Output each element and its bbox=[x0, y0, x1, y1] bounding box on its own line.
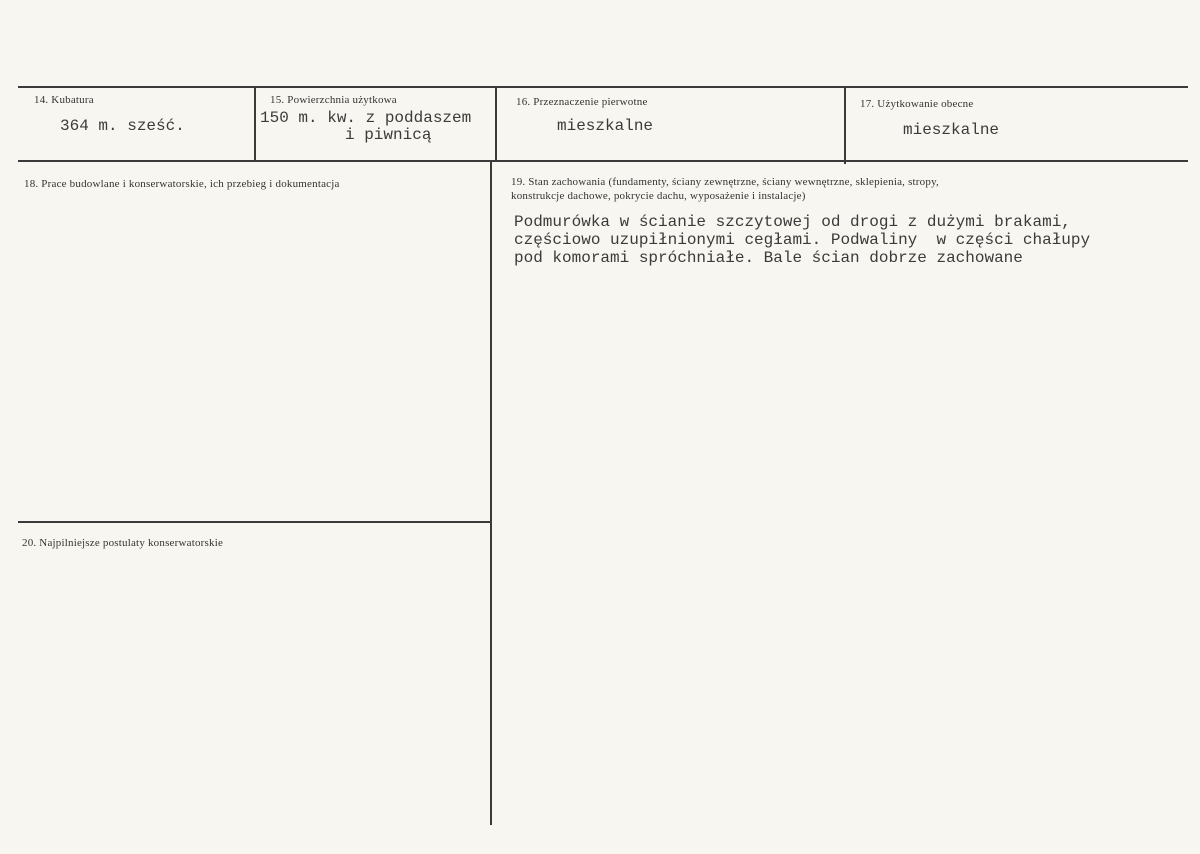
divider-kubatura bbox=[254, 86, 256, 161]
stan-label-line1: 19. Stan zachowania (fundamenty, ściany zewnętrzne, ściany wewnętrzne, sklepienia, stropy, bbox=[511, 176, 940, 188]
kubatura-value: 364 m. sześć. bbox=[60, 117, 185, 135]
section-18-bottom-line bbox=[18, 521, 491, 523]
powierzchnia-label: 15. Powierzchnia użytkowa bbox=[270, 94, 397, 106]
powierzchnia-value-line2: i piwnicą bbox=[345, 126, 432, 144]
przeznaczenie-value: mieszkalne bbox=[557, 117, 654, 135]
przeznaczenie-label: 16. Przeznaczenie pierwotne bbox=[516, 96, 648, 108]
stan-label-line2: konstrukcje dachowe, pokrycie dachu, wyposażenie i instalacje) bbox=[511, 190, 806, 202]
prace-label: 18. Prace budowlane i konserwatorskie, ich przebieg i dokumentacja bbox=[24, 178, 340, 190]
stan-value-line1: Podmurówka w ścianie szczytowej od drogi z dużymi brakami, bbox=[514, 213, 1071, 231]
kubatura-label: 14. Kubatura bbox=[34, 94, 94, 106]
powierzchnia-value-line1: 150 m. kw. z poddaszem bbox=[260, 109, 472, 127]
divider-powierzchnia bbox=[495, 86, 497, 161]
divider-przeznaczenie bbox=[844, 86, 846, 164]
uzytkowanie-label: 17. Użytkowanie obecne bbox=[860, 98, 974, 110]
row1-bottom-line bbox=[18, 160, 1188, 162]
main-vertical-divider bbox=[490, 160, 492, 825]
postulaty-label: 20. Najpilniejsze postulaty konserwatorskie bbox=[22, 537, 224, 549]
stan-value-line2: częściowo uzupiłnionymi cegłami. Podwaliny w części chałupy bbox=[514, 231, 1091, 249]
uzytkowanie-value: mieszkalne bbox=[903, 121, 1000, 139]
top-border-line bbox=[18, 86, 1188, 88]
stan-value-line3: pod komorami spróchniałe. Bale ścian dobrze zachowane bbox=[514, 249, 1023, 267]
